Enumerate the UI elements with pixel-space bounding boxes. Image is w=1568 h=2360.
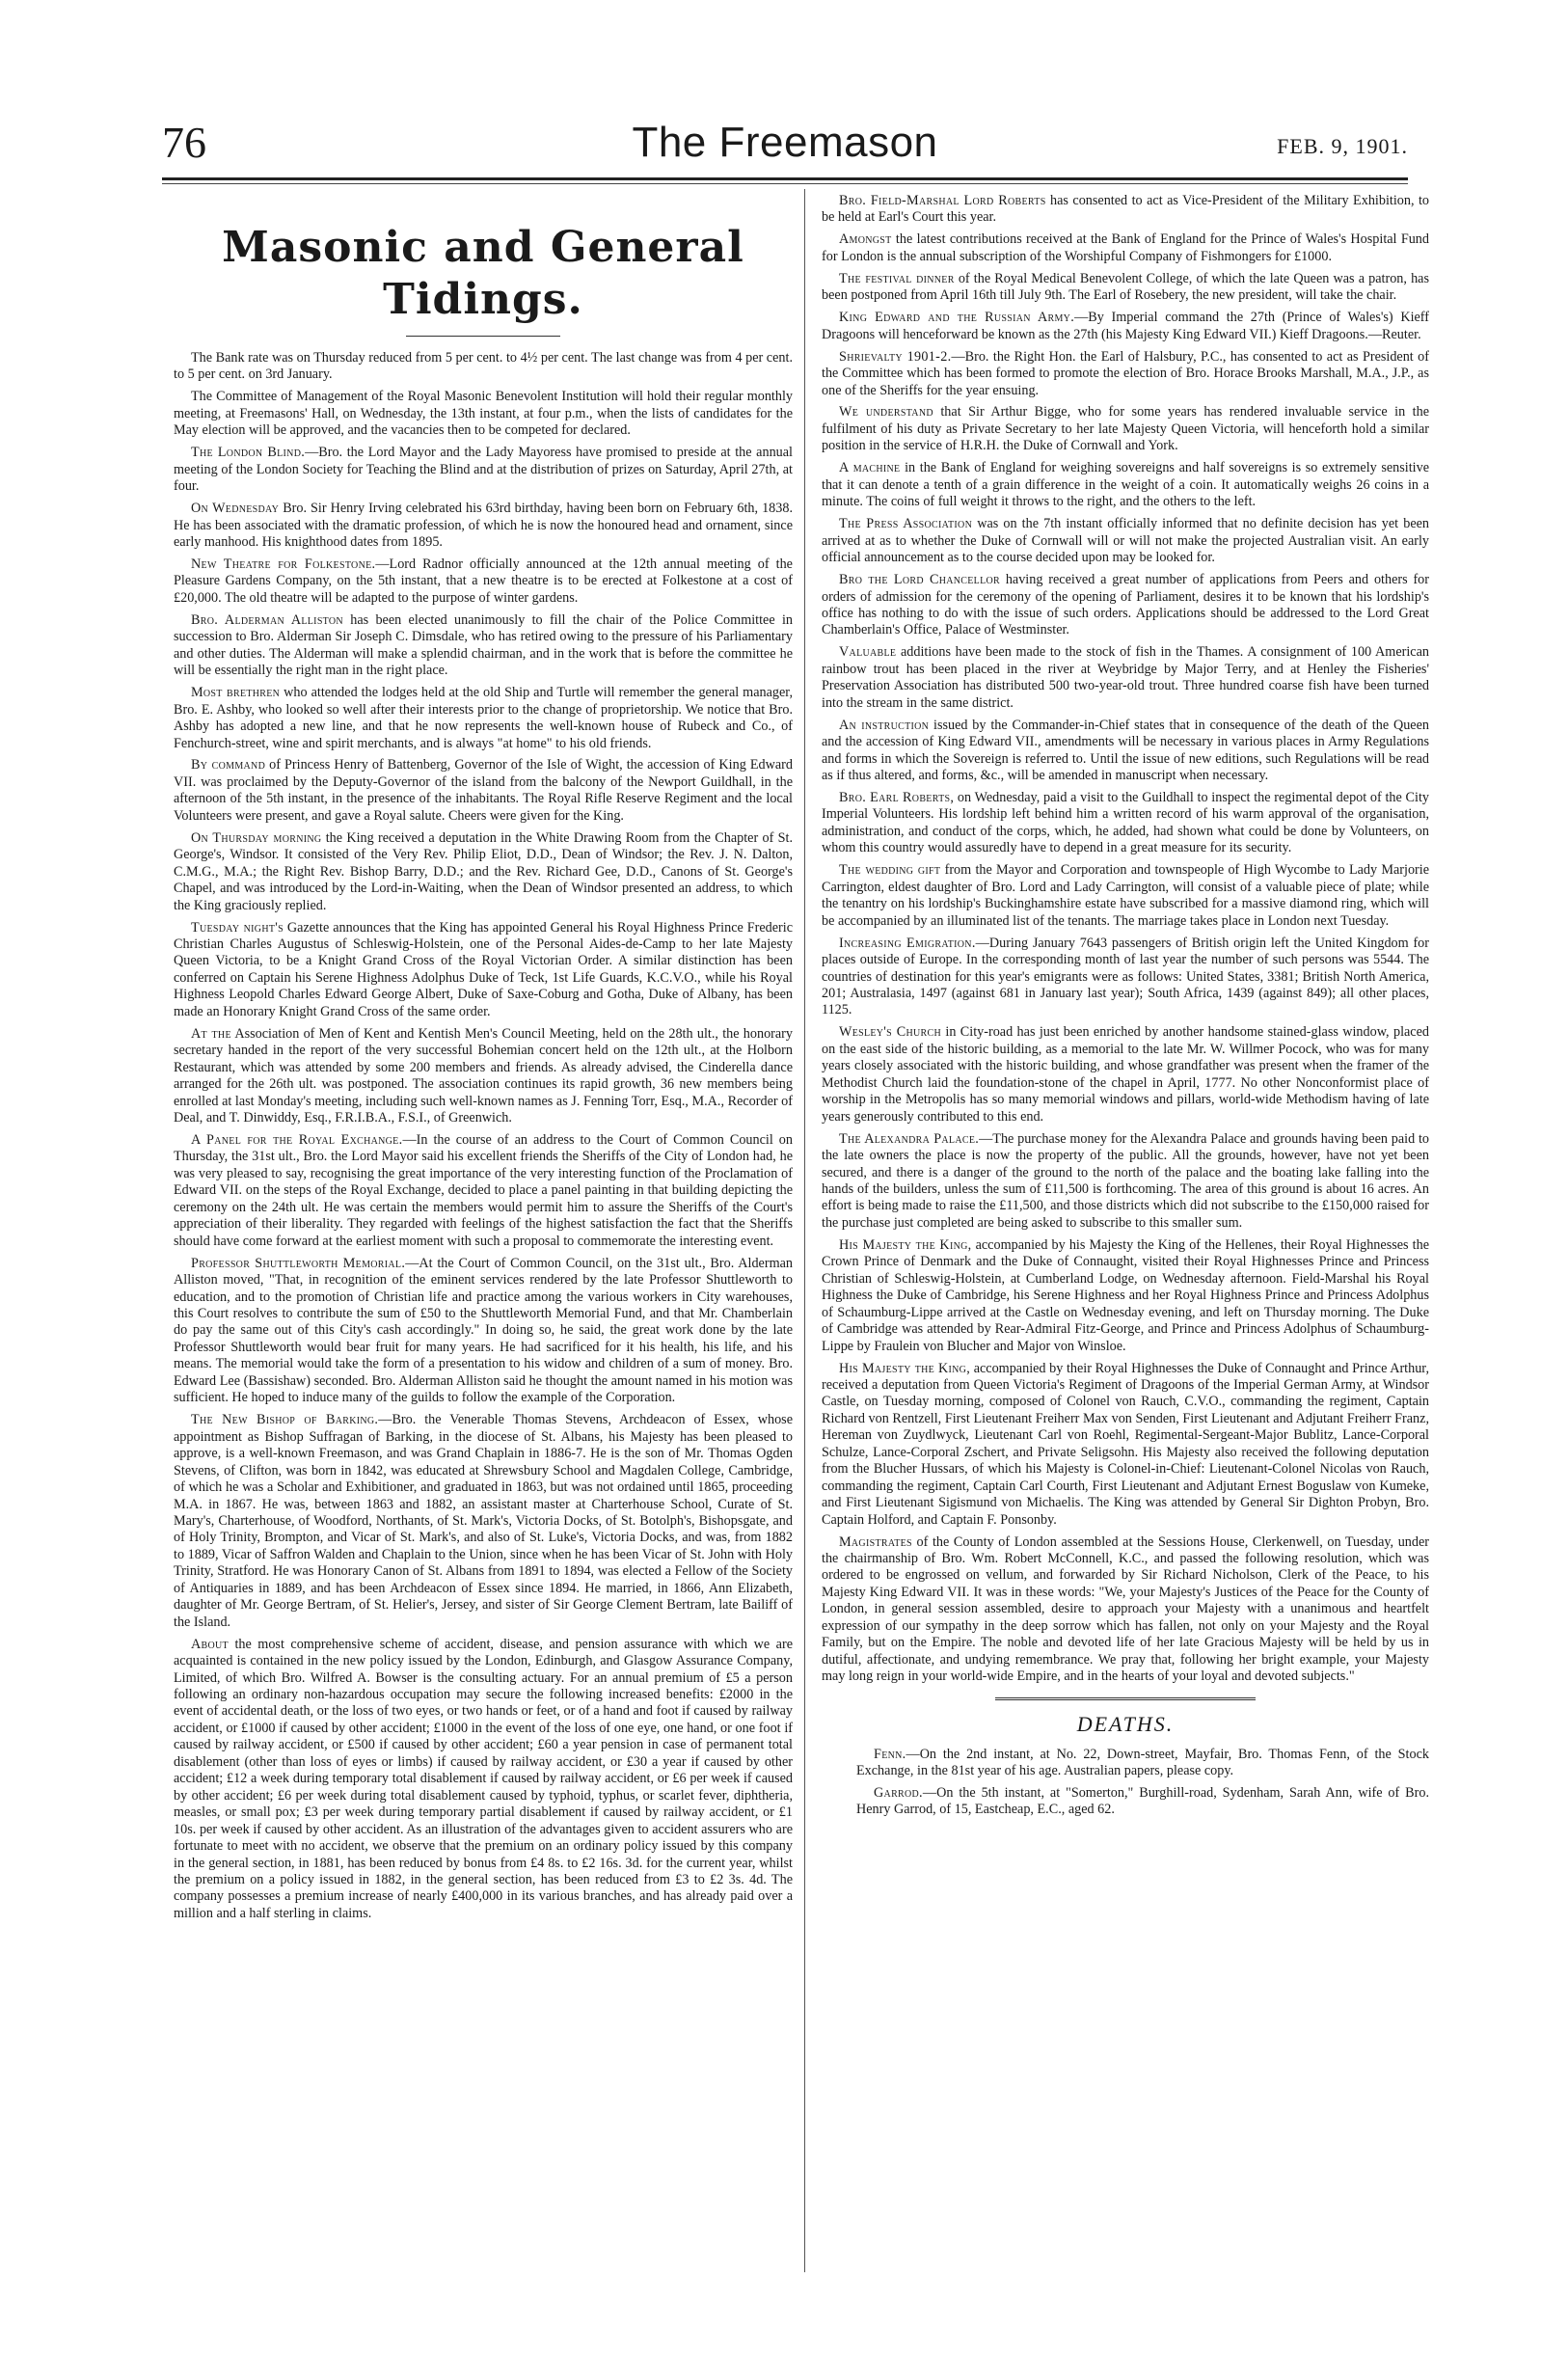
- masthead: [162, 114, 1408, 176]
- news-item: [174, 389, 793, 439]
- news-item-text: the most comprehensive scheme of accident, disease, and pension assurance with which we are acquainted is contained in the new policy issued by the London, Edinburgh, and Glasgow Assurance Company, Limited, of which Bro. Wilfred A. Bowser is the consulting actuary. For an annual premium of £5 a person following an ordinary non-hazardous occupation may secure the following increased benefits: £2000 in the event of accidental death, or the loss of two eyes, or two hands or feet, or of a hand and foot if caused by railway accident, or £1000 if caused by other accident; £1000 in the event of the loss of one eye, one hand, or one foot if caused by railway accident, or £500 if caused by other accident; £60 a year pension in case of permanent total disablement (other than loss of eyes or limbs) if caused by railway accident, or £30 a year if caused by other accident; £12 a week during temporary total disablement if caused by railway accident, or £6 per week if caused by other accident; £6 per week during total disablement caused by typhoid, typhus, or scarlet fever, diphtheria, measles, or small pox; £3 per week during temporary partial disablement if caused by railway accident, or £1 10s. per week if caused by other accident. As an illustration of the advantages given to accident assurers who are fortunate to meet with no accident, we observe that the premium on an ordinary policy issued by this company in the general section, in 1881, has been reduced by bonus from £4 8s. to £2 16s. 3d. for the current year, whilst the premium on a policy issued in 1882, in the general section, has been reduced from £3 to £2 3s. 4d. The company possesses a premium increase of nearly £400,000 in its various branches, and has already paid over a million and a half sterling in claims.: [174, 1636, 793, 1921]
- news-item: [174, 757, 793, 825]
- deaths-list: [822, 1747, 1429, 1819]
- news-item-lead: Valuable: [839, 644, 897, 661]
- news-item-lead: Magistrates: [839, 1533, 912, 1550]
- news-item-lead: New Theatre for Folkestone.: [191, 556, 376, 572]
- news-item: [822, 572, 1429, 639]
- news-item-text: the latest contributions received at the Bank of England for the Prince of Wales's Hospital Fund for London is the annual subscription of the Worshipful Company of Fishmongers for £1000.: [822, 231, 1429, 264]
- news-item-lead: Bro. Earl Roberts,: [839, 790, 955, 805]
- news-item-lead: Increasing Emigration.: [839, 935, 976, 951]
- news-item-lead: An instruction: [839, 717, 930, 733]
- death-notice-lead: Fenn.: [874, 1746, 906, 1762]
- news-item-lead: The wedding gift: [839, 862, 941, 879]
- news-item: [174, 501, 793, 551]
- news-item-text: of the County of London assembled at the Sessions House, Clerkenwell, on Tuesday, under the chairmanship of Bro. Wm. Robert McConnell, K.C., and passed the following resolution, which was ordered to be engrossed on vellum, and forwarded by Sir Richard Nicholson, Clerk of the Peace, to his Majesty King Edward VII. It was in these words: "We, your Majesty's Justices of the Peace for the County of London, in general session assembled, desire to approach your Majesty with a unanimous and heartfelt expression of our sympathy in the deep sorrow which has fallen, not only on your Majesty and the Royal Family, but on the Empire. The noble and devoted life of her late Gracious Majesty will be held by us in dutiful, affectionate, and undying remembrance. We pray that, following her bright example, your Majesty may long reign in your world-wide Empire, and in the hearts of your loyal and devoted subjects.": [822, 1533, 1429, 1685]
- news-item-text: who attended the lodges held at the old Ship and Turtle will remember the general manager, Bro. E. Ashby, who looked so well after their interests prior to the change of proprietorship. We notice that Bro. Ashby has adopted a new line, and that he now represents the well-known house of Rubeck and Co., of Fenchurch-street, wine and spirit merchants, and is always "at home" to his old friends.: [174, 685, 794, 751]
- news-item-lead: A Panel for the Royal Exchange.: [191, 1131, 403, 1148]
- right-column: [822, 193, 1429, 1824]
- news-item: [822, 349, 1429, 399]
- news-item-text: accompanied by their Royal Highnesses the Duke of Connaught and Prince Arthur, received a deputation from Queen Victoria's Regiment of Dragoons of the Imperial German Army, at Windsor Castle, on Tuesday morning, composed of Colonel von Rauch, C.V.O., commanding the regiment, Captain Richard von Rentzell, First Lieutenant Freiherr Max von Senden, First Lieutenant and Adjutant Freiherr Franz, Hereman von Zuydlwyck, Lieutenant Carl von Roehl, Regimental-Sergeant-Major Bublitz, Lance-Corporal Schulze, Lance-Corporal Zschert, and Private Seligsohn. His Majesty also received the following deputation from the Blucher Hussars, of which his Majesty is Colonel-in-Chief: Lieutenant-Colonel Nicolas von Rauch, commanding the regiment, Captain Carl Courth, First Lieutenant and Adjutant Ernest Boguslaw von Kumeke, and First Lieutenant Sigismund von Michaelis. The King was attended by General Sir Dighton Probyn, Bro. Captain Holford, and Captain F. Ponsonby.: [822, 1360, 1430, 1528]
- news-item: [822, 404, 1429, 454]
- news-item: [822, 516, 1429, 566]
- news-item-text: having received a great number of applications from Peers and others for orders of admission for the ceremony of the opening of Parliament, desires it to be known that his lordship's office has nothing to do with the issue of such orders. Applications should be addressed to the Lord Great Chamberlain's Office, Palace of Westminster.: [822, 572, 1429, 638]
- news-item: [822, 1534, 1429, 1686]
- news-item: [822, 644, 1429, 712]
- news-item-lead: Tuesday night's: [191, 919, 284, 936]
- news-item-text: issued by the Commander-in-Chief states that in consequence of the death of the Queen and the accession of King Edward VII., amendments will be necessary in various places in Army Regulations and forms in which the Sovereign is referred to. Until the issue of new editions, such Regulations will be read as if thus altered, and forms, &c., will be amended in manuscript when necessary.: [822, 717, 1429, 784]
- news-item-text: of the Royal Medical Benevolent College, of which the late Queen was a patron, has been postponed from April 16th till July 9th. The Earl of Rosebery, the new president, will take the chair.: [822, 270, 1429, 304]
- news-item-text: from the Mayor and Corporation and townspeople of High Wycombe to Lady Marjorie Carrington, eldest daughter of Bro. Lord and Lady Carrington, will consist of a valuable piece of plate; while the tenantry on his lordship's Buckinghamshire estate have subscribed for a massive diamond ring, which will be accompanied by an illuminated list of the tenants. The marriage takes place in London next Tuesday.: [822, 862, 1429, 929]
- right-news-items: [822, 193, 1429, 1686]
- deaths-heading: DEATHS.: [1076, 1711, 1175, 1736]
- news-item-text: in City-road has just been enriched by another handsome stained-glass window, placed on the east side of the historic building, as a memorial to the late Mr. W. Willmer Pocock, who was for many years closely associated with the historic building, and whose grandfather was present when the framer of the Methodist Church laid the foundation-stone of the chapel in April, 1777. No other Nonconformist place of worship in the Metropolis has so many memorial windows and pillars, world-wide Methodism having of late years generously contributed to this end.: [822, 1024, 1429, 1125]
- news-item-lead: Amongst: [839, 231, 892, 248]
- news-item-lead: Bro. Alderman Alliston: [191, 611, 343, 628]
- news-item-lead: At the: [191, 1025, 231, 1042]
- news-item: [174, 1412, 793, 1631]
- news-item-lead: The Press Association: [839, 516, 973, 532]
- news-item-text: —In the course of an address to the Court of Common Council on Thursday, the 31st ult., Bro. the Lord Mayor said his excellent friends the Sheriffs of the City of London had, he was very pleased to say, recognising the great importance of the very interesting function of the Proclamation of Edward VII. on the steps of the Royal Exchange, decided to place a panel painting in that building depicting the ceremony on the 24th ult. He was certain the members would permit him to assure the Sheriffs of the Court's appreciation of their liberality. They regarded with feelings of the highest satisfaction the fact that the Sheriffs should have come forward at the earliest moment with such a proposal to commemorate the interesting event.: [174, 1131, 793, 1249]
- news-item-text: —The purchase money for the Alexandra Palace and grounds having been paid to the late owners the place is now the property of the public. All the grounds, however, have not yet been secured, and there is a danger of the ground to the north of the palace and the boating lake falling into the hands of the builders, unless the sum of £11,500 is forthcoming. The area of this ground is about 16 acres. An effort is being made to raise the £11,500, and those districts which did not subscribe to the £150,000 raised for the purchase just completed are being asked to subscribe to this smaller sum.: [822, 1130, 1429, 1231]
- news-item-text: —At the Court of Common Council, on the 31st ult., Bro. Alderman Alliston moved, "That, in recognition of the eminent services rendered by the late Professor Shuttleworth to education, and to the promotion of Christian life and practice among the various workers in City warehouses, this Court resolves to contribute the sum of £50 to the Shuttleworth Memorial Fund, and that Mr. Chamberlain do pay the same out of this City's cash accordingly." In doing so, he said, the great work done by the late Professor Shuttleworth would bear fruit for many years. He had sacrificed for it his health, his life, and his means. The memorial would take the form of a presentation to his widow and children of a sum of money. Bro. Edward Lee (Bassishaw) seconded. Bro. Alderman Alliston said he thought the amount named in his motion was sufficient. He hoped to induce many of the guilds to follow the example of the Corporation.: [174, 1255, 793, 1406]
- column-divider: [804, 189, 805, 2272]
- masthead-rule-thin: [162, 183, 1408, 184]
- news-item-text: Bro. Sir Henry Irving celebrated his 63rd birthday, having been born on February 6th, 1838. He has been associated with the dramatic profession, of which he is now the honoured head and ornament, since early manhood. His knighthood dates from 1895.: [174, 501, 793, 551]
- news-item-lead: The London Blind.: [191, 445, 306, 461]
- left-column: [174, 193, 793, 1928]
- news-item: [174, 1026, 793, 1127]
- death-notice: [822, 1785, 1429, 1819]
- news-item: [174, 1637, 793, 1923]
- death-notice: [822, 1747, 1429, 1780]
- news-item-text: accompanied by his Majesty the King of the Hellenes, their Royal Highnesses the Crown Prince of Denmark and the Duke of Connaught, visited their Royal Highnesses Prince and Princess Christian of Schleswig-Holstein, at Cumberland Lodge, on Wednesday afternoon. Field-Marshal his Royal Highness the Duke of Cambridge, his Serene Highness and her Royal Highness Prince and Princess Adolphus of Schaumburg-Lippe arrived at the Castle on Wednesday evening, and left on Thursday morning. The Duke of Cambridge was attended by Rear-Admiral Fitz-George, and Prince and Princess Adolphus of Schaumburg-Lippe by Fraulein von Blucher and Major von Winsloe.: [822, 1236, 1429, 1354]
- news-item-lead: By command: [191, 757, 266, 773]
- news-item-lead: Wesley's Church: [839, 1024, 941, 1041]
- issue-date: FEB. 9, 1901.: [1277, 134, 1408, 158]
- news-item-lead: His Majesty the King,: [839, 1236, 972, 1253]
- news-item-text: additions have been made to the stock of fish in the Thames. A consignment of 100 American rainbow trout has been placed in the river at Weybridge by Major Terry, and at Henley the Fisheries' Preservation Association has distributed 500 two-year-old trout. Three hundred coarse fish have been turned into the stream in the same district.: [822, 644, 1429, 711]
- news-item-lead: Bro the Lord Chancellor: [839, 572, 1000, 588]
- news-item-text: in the Bank of England for weighing sovereigns and half sovereigns is so extremely sensitive that it can denote a tenth of a grain difference in the weight of a coin. It automatically weighs 26 coins in a minute. The coins of full weight it throws to the right, and the others to the left.: [822, 460, 1430, 510]
- news-item-lead: Professor Shuttleworth Memorial.: [191, 1255, 406, 1271]
- death-notice-text: —On the 5th instant, at "Somerton," Burghill-road, Sydenham, Sarah Ann, wife of Bro. Henry Garrod, of 15, Eastcheap, E.C., aged 62.: [856, 1785, 1429, 1818]
- news-item: [174, 1132, 793, 1250]
- paper-title: The Freemason: [632, 119, 938, 166]
- news-item: [174, 350, 793, 384]
- page-number: 76: [162, 118, 206, 167]
- news-item-lead: Most brethren: [191, 685, 281, 701]
- news-item-text: has consented to act as Vice-President of the Military Exhibition, to be held at Earl's Court this year.: [822, 193, 1429, 226]
- news-item-lead: King Edward and the Russian Army.: [839, 310, 1075, 326]
- news-item: [822, 310, 1429, 343]
- news-item: [822, 193, 1429, 227]
- news-item-lead: The festival dinner: [839, 270, 955, 286]
- news-item-lead: About: [191, 1636, 229, 1652]
- death-notice-text: —On the 2nd instant, at No. 22, Down-street, Mayfair, Bro. Thomas Fenn, of the Stock Exchange, in the 81st year of his age. Australian papers, please copy.: [856, 1746, 1429, 1779]
- news-item: [822, 936, 1429, 1019]
- news-item-text: on Wednesday, paid a visit to the Guildhall to inspect the regimental depot of the City Imperial Volunteers. His lordship left behind him a written record of his warm approval of the organisation, administration, and conduct of the corps, which, he added, had shown what could be done by Volunteers, on whom this country would assuredly have to depend in a great measure for its security.: [822, 790, 1429, 856]
- section-title: Masonic and General Tidings.: [222, 223, 744, 324]
- death-notice-lead: Garrod.: [874, 1785, 923, 1802]
- news-item: [822, 1131, 1429, 1233]
- news-item: [174, 1256, 793, 1407]
- news-item: [822, 1361, 1429, 1530]
- news-item: [822, 1237, 1429, 1355]
- news-item-text: was on the 7th instant officially informed that no definite decision has yet been arrived at as to whether the Duke of Cornwall will or will not make the projected Australian visit. An early official announcement as to the course decided upon may be looked for.: [822, 516, 1430, 566]
- news-item: [822, 460, 1429, 510]
- news-item-lead: Bro. Field-Marshal Lord Roberts: [839, 193, 1046, 208]
- news-item-text: Association of Men of Kent and Kentish Men's Council Meeting, held on the 28th ult., the honorary secretary handed in the report of the very successful Bohemian concert held on the 12th ult., at the Holborn Restaurant, which was attended by some 200 members and friends. As already advised, the Cinderella dance arranged for the 26th ult. was postponed. The association continues its rapid growth, 36 new members being enrolled at last Monday's meeting, including such well-known names as J. Fenning Torr, Esq., M.A., Recorder of Deal, and T. Dinwiddy, Esq., F.R.I.B.A., F.S.I., of Greenwich.: [174, 1025, 793, 1126]
- news-item-text: —Bro. the Lord Mayor and the Lady Mayoress have promised to preside at the annual meeting of the London Society for Teaching the Blind and at the distribution of prizes on Saturday, April 27th, at four.: [174, 445, 793, 495]
- section-title-rule: [406, 336, 560, 337]
- news-item: [174, 830, 793, 914]
- news-item-text: has been elected unanimously to fill the chair of the Police Committee in succession to Bro. Alderman Sir Joseph C. Dimsdale, who has retired owing to the pressure of his Parliamentary and other duties. The Alderman will make a splendid chairman, and in the work that is before the committee he will be essentially the right man in the right place.: [174, 611, 793, 679]
- news-item-text: —Lord Radnor officially announced at the 12th annual meeting of the Pleasure Gardens Company, on the 5th instant, that a new theatre is to be erected at Folkestone at a cost of £20,000. The old theatre will be adapted to the purpose of winter gardens.: [174, 556, 793, 606]
- news-item-text: The Committee of Management of the Royal Masonic Benevolent Institution will hold their regular monthly meeting, at Freemasons' Hall, on Wednesday, the 13th instant, at four p.m., when the lists of candidates for the May election will be approved, and the vacancies then to be competed for declared.: [174, 389, 793, 439]
- news-item: [174, 920, 793, 1021]
- news-item: [174, 556, 793, 607]
- left-news-items: [174, 350, 793, 1922]
- news-item: [822, 790, 1429, 857]
- news-item: [822, 862, 1429, 930]
- news-item: [822, 1024, 1429, 1126]
- news-item: [822, 718, 1429, 785]
- deaths-rule: [995, 1697, 1256, 1700]
- news-item-lead: The Alexandra Palace.: [839, 1130, 980, 1147]
- masthead-rule: [162, 177, 1408, 180]
- news-item-lead: His Majesty the King,: [839, 1360, 971, 1376]
- news-item: [174, 612, 793, 680]
- news-item: [822, 271, 1429, 305]
- news-item-text: —Bro. the Right Hon. the Earl of Halsbury, P.C., has consented to act as President of the Committee which has been formed to promote the election of Bro. Horace Brooks Marshall, M.A., J.P., as one of the Sheriffs for the year ensuing.: [822, 348, 1429, 398]
- news-item-text: of Princess Henry of Battenberg, Governor of the Isle of Wight, the accession of King Edward VII. was proclaimed by the Deputy-Governor of the island from the balcony of the Newport Guildhall, in the afternoon of the 5th instant, in the presence of the inhabitants. The Royal Rifle Reserve Regiment and the local Volunteers were present, and gave a Royal salute. Cheers were given for the King.: [174, 757, 793, 824]
- news-item-text: The Bank rate was on Thursday reduced from 5 per cent. to 4½ per cent. The last change was from 4 per cent. to 5 per cent. on 3rd January.: [174, 350, 793, 383]
- news-item-text: —Bro. the Venerable Thomas Stevens, Archdeacon of Essex, whose appointment as Bishop Suffragan of Barking, in the diocese of St. Albans, his Majesty has been pleased to approve, is a well-known Freemason, and was Grand Chaplain in 1886-7. He is the son of Mr. Thomas Ogden Stevens, of Clifton, was born in 1842, was educated at Shrewsbury School and Magdalen College, Cambridge, of which he was a Scholar and Exhibitioner, and graduated in 1863, but was not ordained until 1865, proceeding M.A. in 1867. He was, between 1863 and 1882, an assistant master at Charterhouse School, Curate of St. Mary's, Charterhouse, of Woodford, Northants, of St. Mark's, Victoria Docks, of St. Botolph's, Bishopsgate, and of Holy Trinity, Brompton, and Vicar of St. Mark's, and also of St. Luke's, Victoria Docks, and was, from 1882 to 1889, Vicar of Saffron Walden and Chaplain to the Union, since when he has been Vicar of St. John with Holy Trinity, Stratford. He was Honorary Canon of St. Albans from 1891 to 1894, was elected a Fellow of the Society of Antiquaries in 1889, and has been Archdeacon of Essex since 1894. He married, in 1866, Ann Elizabeth, daughter of Mr. George Bertram, of St. Helier's, Jersey, and sister of Sir George Clement Bertram, late Bailiff of the Island.: [174, 1412, 793, 1630]
- news-item-lead: Shrievalty 1901-2.: [839, 348, 952, 365]
- news-item: [822, 231, 1429, 265]
- news-item-text: —During January 7643 passengers of British origin left the United Kingdom for places outside of Europe. In the corresponding month of last year the number of such persons was 5544. The countries of destination for this year's emigrants were as follows: United States, 3381; British North America, 201; Australasia, 1497 (against 681 in January last year); South Africa, 1439 (against 849); all other places, 1125.: [822, 935, 1430, 1018]
- news-item: [174, 445, 793, 495]
- news-item-text: Gazette announces that the King has appointed General his Royal Highness Prince Frederic Christian Charles Augustus of Schleswig-Holstein, one of the Personal Aides-de-Camp to her late Majesty Queen Victoria, to be a Knight Grand Cross of the Royal Victorian Order. A similar distinction has been conferred on Captain his Serene Highness Adolphus Duke of Teck, 1st Life Guards, K.C.V.O., while his Royal Highness Leopold Charles Edward George Albert, Duke of Saxe-Coburg and Gotha, Duke of Albany, has been made an Honorary Knight Grand Cross of the same order.: [174, 919, 794, 1019]
- news-item-text: the King received a deputation in the White Drawing Room from the Chapter of St. George's, Windsor. It consisted of the Very Rev. Philip Eliot, D.D., Dean of Windsor; the Rev. J. N. Dalton, C.M.G., M.A.; the Right Rev. Bishop Barry, D.D.; and the Rev. Richard Gee, D.D., Canons of St. George's Chapel, and was introduced by the Lord-in-Waiting, when the Dean of Windsor presented an address, to which the King graciously replied.: [174, 829, 793, 913]
- news-item-text: —By Imperial command the 27th (Prince of Wales's) Kieff Dragoons will henceforward be known as the 27th (his Majesty King Edward VII.) Kieff Dragoons.—Reuter.: [822, 310, 1430, 342]
- news-item-lead: On Thursday morning: [191, 829, 322, 846]
- news-item: [174, 685, 793, 752]
- news-item-lead: On Wednesday: [191, 501, 280, 517]
- news-item-lead: A machine: [839, 460, 901, 476]
- news-item-lead: The New Bishop of Barking.: [191, 1412, 379, 1428]
- news-item-lead: We understand: [839, 404, 933, 420]
- news-item-text: that Sir Arthur Bigge, who for some years has rendered invaluable service in the fulfilment of his duty as Private Secretary to her late Majesty Queen Victoria, will henceforth hold a similar position in the service of H.R.H. the Duke of Cornwall and York.: [822, 404, 1429, 454]
